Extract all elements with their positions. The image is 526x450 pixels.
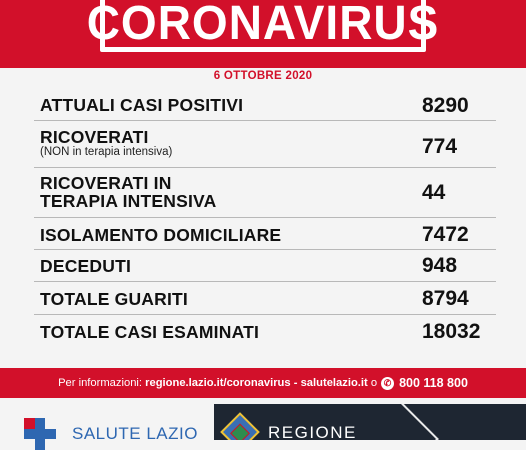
stat-row-deceduti bbox=[34, 250, 496, 282]
stat-label-line2: TERAPIA INTENSIVA bbox=[40, 191, 217, 211]
chevron-decoration-icon bbox=[351, 404, 439, 440]
stat-value: 7472 bbox=[422, 223, 469, 246]
phone-number[interactable]: 800 118 800 bbox=[399, 376, 468, 390]
stat-row-isolamento bbox=[34, 218, 496, 250]
separator-text: - bbox=[293, 377, 298, 389]
logo-title: CORONAVIRUS bbox=[86, 0, 440, 50]
stat-label-line1: RICOVERATI IN bbox=[40, 173, 172, 193]
stat-value: 18032 bbox=[422, 320, 481, 343]
salute-lazio-brand bbox=[0, 404, 214, 443]
salute-lazio-text: SALUTE LAZIO bbox=[72, 424, 198, 443]
stat-label: ATTUALI CASI POSITIVI bbox=[40, 95, 244, 115]
stat-value: 8290 bbox=[422, 94, 469, 117]
stat-row-terapia-intensiva bbox=[34, 168, 496, 218]
logo-box bbox=[86, 0, 440, 52]
stats-table bbox=[34, 88, 496, 347]
regione-text: REGIONE bbox=[268, 423, 357, 440]
stat-sublabel: (NON in terapia intensiva) bbox=[40, 146, 173, 158]
stat-label: TOTALE GUARITI bbox=[40, 289, 188, 309]
stat-value: 948 bbox=[422, 254, 458, 277]
stat-label: RICOVERATI bbox=[40, 127, 149, 147]
regione-link[interactable]: regione.lazio.it/coronavirus bbox=[145, 377, 291, 389]
or-text: o bbox=[370, 377, 378, 389]
regione-lazio-brand bbox=[214, 404, 526, 440]
info-bar bbox=[0, 368, 526, 398]
stat-row-positivi bbox=[34, 88, 496, 121]
stat-label: DECEDUTI bbox=[40, 256, 132, 276]
cross-icon bbox=[24, 418, 56, 450]
stat-row-esaminati bbox=[34, 315, 496, 347]
stat-row-guariti bbox=[34, 282, 496, 315]
report-date: 6 OTTOBRE 2020 bbox=[213, 70, 313, 82]
stat-label: TOTALE CASI ESAMINATI bbox=[40, 322, 260, 342]
stat-value: 44 bbox=[422, 181, 446, 204]
stat-value: 8794 bbox=[422, 287, 469, 310]
stat-label: ISOLAMENTO DOMICILIARE bbox=[40, 225, 282, 245]
info-prefix: Per informazioni: bbox=[58, 377, 143, 389]
phone-icon: ✆ bbox=[381, 377, 394, 390]
stat-row-ricoverati bbox=[34, 121, 496, 168]
salutelazio-link[interactable]: salutelazio.it bbox=[300, 377, 368, 389]
region-emblem-icon bbox=[220, 412, 260, 440]
stat-label bbox=[40, 174, 216, 210]
stat-value: 774 bbox=[422, 135, 458, 158]
header-banner bbox=[0, 0, 526, 68]
